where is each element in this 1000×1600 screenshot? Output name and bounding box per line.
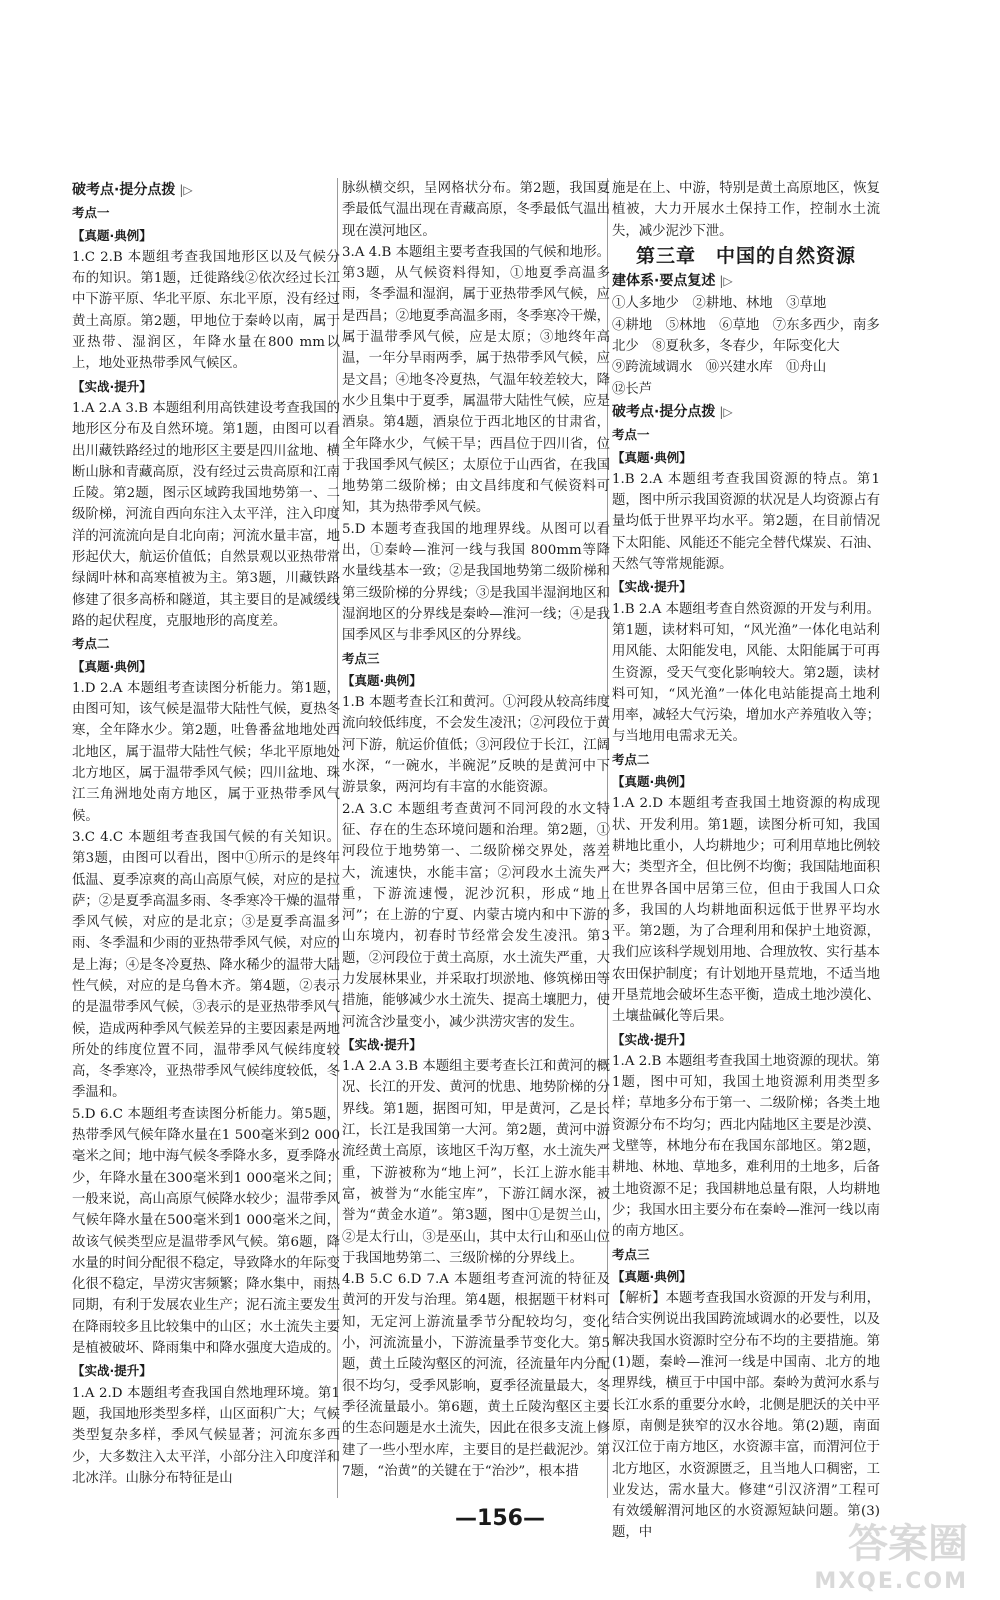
kaodian-heading: 考点三: [612, 1246, 650, 1262]
answer-paragraph: 1.A 2.D 本题组考查我国土地资源的构成现状、开发利用。第1题，读图分析可知，我国耕地比重小，人均耕地少；可利用草地比例较大；类型齐全，但比例不均衡；我国陆地面积在世界各国中居第三位，但由于我国人口众多，我国的人均耕地面积远低于世界平均水平。第2题，为了合理利用和保护土地资源，我们应该科学规划用地、合理放牧、实行基本农田保护制度；有计划地开垦荒地，不适当地开垦荒地会破坏生态平衡，造成土地沙漠化、土壤盐碱化等后果。: [612, 796, 880, 1025]
page-number: —156—: [455, 1506, 545, 1531]
answer-paragraph: 2.A 3.C 本题组考查黄河不同河段的水文特征、存在的生态环境问题和治理。第2题，①河段位于地势第一、二级阶梯交界处，落差大，流速快，水能丰富；②河段水土流失严重，下游流速慢，泥沙沉积，形成“地上河”；在上游的宁夏、内蒙古境内和中下游的山东境内，初春时节经常会发生凌汛。第3题，②河段位于黄土高原，水土流失严重，大力发展林果业，并采取打坝淤地、修筑梯田等措施，能够减少水土流失、提高土壤肥力，使河流含沙量变小，减少洪涝灾害的发生。: [342, 801, 610, 1030]
recap-line: ⑨跨流域调水 ⑩兴建水库 ⑪舟山: [612, 360, 827, 376]
recap-line: ①人多地少 ②耕地、林地 ③草地: [612, 296, 827, 312]
section-heading: 破考点·提分点拨 |▷: [72, 182, 193, 198]
answer-paragraph: 1.A 2.B 本题组考查我国土地资源的现状。第1题，图中可知，我国土地资源利用类型多样；草地多分布于第一、二级阶梯；各类土地资源分布不均匀；西北内陆地区主要是沙漠、戈壁等，林地分布在我国东部地区。第2题，耕地、林地、草地多，难利用的土地多，后备土地资源不足；我国耕地总量有限，人均耕地少；我国水田主要分布在秦岭—淮河一线以南的南方地区。: [612, 1053, 880, 1240]
subsection-label: 【实战·提升】: [342, 1036, 422, 1052]
subsection-label: 【实战·提升】: [72, 378, 152, 394]
answer-paragraph: 1.A 2.A 3.B 本题组主要考查长江和黄河的概况、长江的开发、黄河的忧患、地势阶梯的分界线。第1题，据图可知，甲是黄河，乙是长江，长江是我国第一大河。第2题，黄河中游流经黄土高原，该地区千沟万壑，水土流失严重，下游被称为“地上河”，长江上游水能丰富，被誉为“水能宝库”，下游江阔水深，被誉为“黄金水道”。第3题，图中①是贺兰山，②是太行山，③是巫山，其中太行山和巫山位于我国地势第二、三级阶梯的分界线上。: [342, 1059, 610, 1266]
watermark-logo: [798, 1512, 968, 1594]
kaodian-heading: 考点三: [342, 650, 380, 666]
watermark-text: 答案圈: [848, 1521, 968, 1567]
subsection-label: 【真题·典例】: [612, 774, 692, 790]
kaodian-heading: 考点二: [612, 751, 650, 767]
answer-paragraph: 【解析】本题考查我国水资源的开发与利用，结合实例说出我国跨流域调水的必要性，以及解决我国水资源时空分布不均的主要措施。第(1)题，秦岭—淮河一线是中国南、北方的地理界线，横亘于中国中部。秦岭为黄河水系与长江水系的重要分水岭，北侧是肥沃的关中平原，南侧是狭窄的汉水谷地。第(2)题，南面汉江位于南方地区，水资源丰富，而渭河位于北方地区，水资源匮乏，且当地人口稠密，工业发达，需水量大。修建“引汉济渭”工程可有效缓解渭河地区的水资源短缺问题。第(3)题，中: [612, 1291, 880, 1541]
watermark-url: MXQE.COM: [814, 1569, 968, 1594]
subsection-label: 【实战·提升】: [72, 1363, 152, 1379]
answer-paragraph: 5.D 6.C 本题组考查读图分析能力。第5题，热带季风气候年降水量在1 500毫米到2 000毫米之间；地中海气候冬季降水多，夏季降水少，年降水量在300毫米到1 000毫米之间；一般来说，高山高原气候降水较少；温带季风气候年降水量在500毫米到1 000毫米之间，故该气候类型应是温带季风气候。第6题，降水量的时间分配很不稳定，导致降水的年际变化很不稳定，旱涝灾害频繁；降水集中，雨热同期，有利于发展农业生产；泥石流主要发生在降雨较多且比较集中的山区；水土流失主要是植被破坏、降雨集中和降水强度大造成的。: [72, 1106, 340, 1357]
answer-paragraph: 1.B 本题考查长江和黄河。①河段从较高纬度流向较低纬度，不会发生凌汛；②河段位于黄河下游，航运价值低；③河段位于长江，江阔水深，“一碗水，半碗泥”反映的是黄河中下游景象，两河均有丰富的水能资源。: [342, 695, 610, 796]
subsection-label: 【实战·提升】: [612, 1031, 692, 1047]
subsection-label: 【实战·提升】: [612, 579, 692, 595]
answer-paragraph: 1.B 2.A 本题组考查自然资源的开发与利用。第1题，读材料可知，“风光渔”一体化电站利用风能、太阳能发电，风能、太阳能属于可再生资源，受天气变化影响较大。第2题，读材料可知，“风光渔”一体化电站能提高土地利用率，减轻大气污染，增加水产养殖收入等；与当地用电需求无关。: [612, 601, 880, 745]
answer-paragraph: 施是在上、中游，特别是黄土高原地区，恢复植被，大力开展水土保持工作，控制水土流失，减少泥沙下泄。: [612, 181, 880, 239]
subsection-label: 【真题·典例】: [612, 449, 692, 465]
answer-paragraph: 1.C 2.B 本题组考查我国地形区以及气候分布的知识。第1题，迁徙路线②依次经过长江中下游平原、华北平原、东北平原，没有经过黄土高原。第2题，甲地位于秦岭以南，属于亚热带、湿润区，年降水量在800 mm以上，地处亚热带季风气候区。: [72, 249, 340, 372]
answer-paragraph: 脉纵横交织，呈网格状分布。第2题，我国夏季最低气温出现在青藏高原，冬季最低气温出现在漠河地区。: [342, 181, 610, 239]
answer-paragraph: 3.A 4.B 本题组主要考查我国的气候和地形。第3题，从气候资料得知，①地夏季高温多雨，冬季温和湿润，属于亚热带季风气候，应是西昌；②地夏季高温多雨，冬季寒冷干燥，属于温带季风气候，应是太原；③地终年高温，一年分旱雨两季，属于热带季风气候，应是文昌；④地冬冷夏热，气温年较差较大，降水少且集中于夏季，属温带大陆性气候，应是酒泉。第4题，酒泉位于西北地区的甘肃省，全年降水少，气候干旱；西昌位于四川省，位于我国季风气候区；太原位于山西省，在我国地势第二级阶梯；由文昌纬度和气候资料可知，其为热带季风气候。: [342, 244, 610, 516]
subsection-label: 【真题·典例】: [612, 1268, 692, 1284]
recap-line: ⑫长芦: [612, 381, 653, 397]
column-middle: [342, 178, 610, 1482]
chapter-title: 第三章 中国的自然资源: [635, 244, 856, 267]
section-heading: 建体系·要点复述 |▷: [612, 273, 733, 290]
kaodian-heading: 考点二: [72, 636, 110, 652]
recap-line: ④耕地 ⑤林地 ⑥草地 ⑦东多西少，南多北少 ⑧夏秋多，冬春少，年际变化大: [612, 317, 880, 355]
answer-paragraph: 1.A 2.D 本题组考查我国自然地理环境。第1题，我国地形类型多样，山区面积广大；气候类型复杂多样，季风气候显著；河流东多西少，大多数注入太平洋，小部分注入印度洋和北冰洋。山脉分布特征是山: [72, 1385, 340, 1486]
column-right: [612, 178, 880, 1544]
answer-paragraph: 1.A 2.A 3.B 本题组利用高铁建设考查我国的地形区分布及自然环境。第1题，由图可以看出川藏铁路经过的地形区主要是四川盆地、横断山脉和青藏高原，没有经过云贵高原和江南丘陵。第2题，图示区域跨我国地势第一、二级阶梯，河流自西向东注入太平洋，注入印度洋的河流流向是自北向南；河流水量丰富，地形起伏大，航运价值低；自然景观以亚热带常绿阔叶林和高寒植被为主。第3题，川藏铁路修建了很多高桥和隧道，其主要目的是减缓线路的起伏程度，克服地形的高度差。: [72, 400, 340, 629]
answer-paragraph: 1.D 2.A 本题组考查读图分析能力。第1题，由图可知，该气候是温带大陆性气候，夏热冬寒，全年降水少。第2题，吐鲁番盆地地处西北地区，属于温带大陆性气候；华北平原地处北方地区，属于温带季风气候；四川盆地、珠江三角洲地处南方地区，属于亚热带季风气候。: [72, 680, 340, 824]
column-left: [72, 178, 340, 1489]
subsection-label: 【真题·典例】: [72, 227, 152, 243]
answer-paragraph: 3.C 4.C 本题组考查我国气候的有关知识。第3题，由图可以看出，图中①所示的是终年低温、夏季凉爽的高山高原气候，对应的是拉萨；②是夏季高温多雨、冬季寒冷干燥的温带季风气候，对应的是北京；③是夏季高温多雨、冬季温和少雨的亚热带季风气候，对应的是上海；④是冬冷夏热、降水稀少的温带大陆性气候，对应的是乌鲁木齐。第4题，②表示的是温带季风气候，③表示的是亚热带季风气候，造成两种季风气候差异的主要因素是两地所处的纬度位置不同，温带季风气候纬度较高，冬季寒冷，亚热带季风气候纬度较低，冬季温和。: [72, 829, 340, 1101]
kaodian-heading: 考点一: [72, 205, 110, 221]
subsection-label: 【真题·典例】: [342, 672, 422, 688]
section-heading: 破考点·提分点拨 |▷: [612, 403, 733, 420]
answer-paragraph: 4.B 5.C 6.D 7.A 本题组考查河流的特征及黄河的开发与治理。第4题，根据题干材料可知，无定河上游流量季节分配较均匀，变化小，河流流量小，下游流量季节变化大。第5题，黄土丘陵沟壑区的河流，径流量年内分配很不均匀，受季风影响，夏季径流量最大，冬季径流量最小。第6题，黄土丘陵沟壑区主要的生态问题是水土流失，因此在很多支流上修建了一些小型水库，主要目的是拦截泥沙。第7题，“治黄”的关键在于“治沙”，根本措: [342, 1272, 610, 1479]
kaodian-heading: 考点一: [612, 427, 650, 443]
answer-paragraph: 5.D 本题考查我国的地理界线。从图可以看出，①秦岭—淮河一线与我国 800mm等降水量线基本一致；②是我国地势第二级阶梯和第三级阶梯的分界线；③是我国半湿润地区和湿润地区的分界线是秦岭—淮河一线；④是我国季风区与非季风区的分界线。: [342, 521, 610, 644]
subsection-label: 【真题·典例】: [72, 658, 152, 674]
answer-paragraph: 1.B 2.A 本题组考查我国资源的特点。第1题，图中所示我国资源的状况是人均资源占有量均低于世界平均水平。第2题，在目前情况下太阳能、风能还不能完全替代煤炭、石油、天然气等常规能源。: [612, 471, 880, 573]
